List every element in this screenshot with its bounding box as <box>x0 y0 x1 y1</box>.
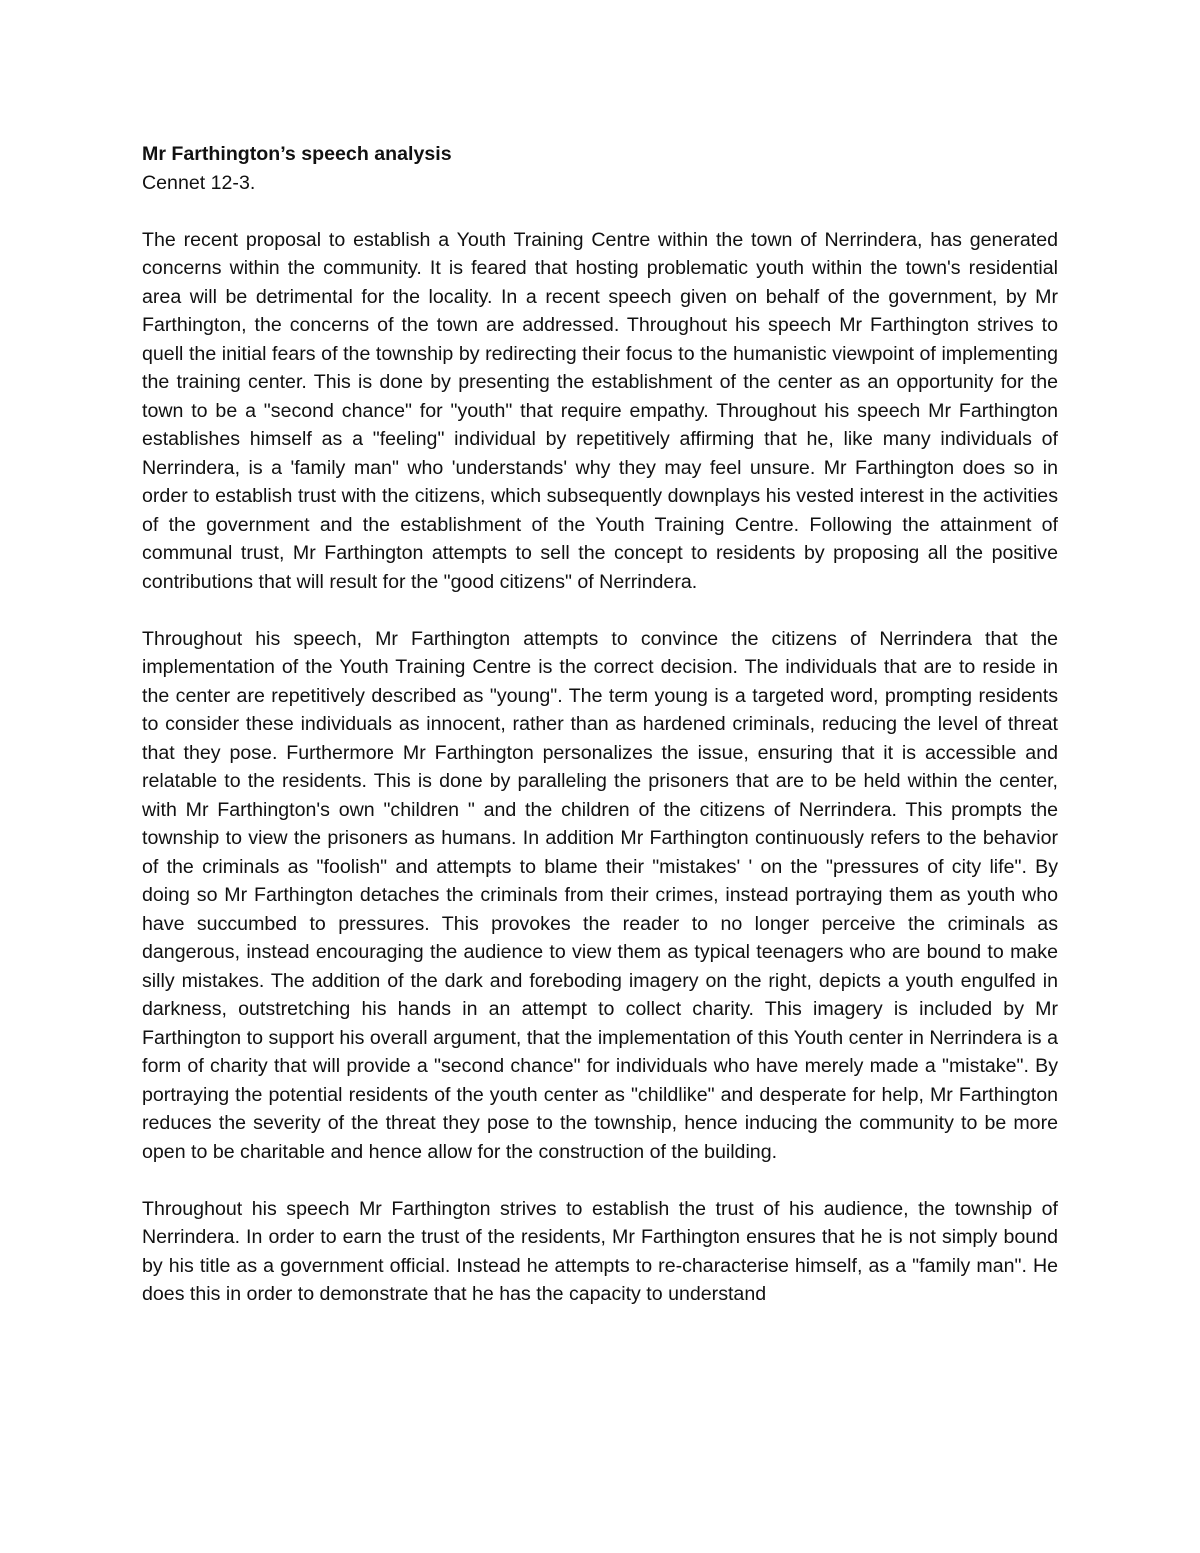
paragraph-1: The recent proposal to establish a Youth Training Centre within the town of Nerrindera, has generated concerns within the community. It is feared that hosting problematic youth within the town's residential area will be detrimental for the locality. In a recent speech given on behalf of the government, by Mr Farthington, the concerns of the town are addressed. Throughout his speech Mr Farthington strives to quell the initial fears of the township by redirecting their focus to the humanistic viewpoint of implementing the training center. This is done by presenting the establishment of the center as an opportunity for the town to be a "second chance" for "youth" that require empathy. Throughout his speech Mr Farthington establishes himself as a "feeling" individual by repetitively affirming that he, like many individuals of Nerrindera, is a 'family man" who 'understands' why they may feel unsure. Mr Farthington does so in order to establish trust with the citizens, which subsequently downplays his vested interest in the activities of the government and the establishment of the Youth Training Centre. Following the attainment of communal trust, Mr Farthington attempts to sell the concept to residents by proposing all the positive contributions that will result for the "good citizens" of Nerrindera. <box>142 228 1058 593</box>
document-title: Mr Farthington’s speech analysis <box>142 143 452 165</box>
paragraph-2: Throughout his speech, Mr Farthington attempts to convince the citizens of Nerrindera that the implementation of the Youth Training Centre is the correct decision. The individuals that are to reside in the center are repetitively described as "young". The term young is a targeted word, prompting residents to consider these individuals as innocent, rather than as hardened criminals, reducing the level of threat that they pose. Furthermore Mr Farthington personalizes the issue, ensuring that it is accessible and relatable to the residents. This is done by paralleling the prisoners that are to be held within the center, with Mr Farthington's own "children " and the children of the citizens of Nerrindera. This prompts the township to view the prisoners as humans. In addition Mr Farthington continuously refers to the behavior of the criminals as "foolish" and attempts to blame their "mistakes' ' on the "pressures of city life". By doing so Mr Farthington detaches the criminals from their crimes, instead portraying them as youth who have succumbed to pressures. This provokes the reader to no longer perceive the criminals as dangerous, instead encouraging the audience to view them as typical teenagers who are bound to make silly mistakes. The addition of the dark and foreboding imagery on the right, depicts a youth engulfed in darkness, outstretching his hands in an attempt to collect charity. This imagery is included by Mr Farthington to support his overall argument, that the implementation of this Youth center in Nerrindera is a form of charity that will provide a "second chance" for individuals who have merely made a "mistake". By portraying the potential residents of the youth center as "childlike" and desperate for help, Mr Farthington reduces the severity of the threat they pose to the township, hence inducing the community to be more open to be charitable and hence allow for the construction of the building. <box>142 627 1058 1163</box>
paragraph-3: Throughout his speech Mr Farthington strives to establish the trust of his audience, the township of Nerrindera. In order to earn the trust of the residents, Mr Farthington ensures that he is not simply bound by his title as a government official. Instead he attempts to re-characterise himself, as a "family man". He does this in order to demonstrate that he has the capacity to understand <box>142 1197 1058 1305</box>
document-subtitle: Cennet 12-3. <box>142 171 256 194</box>
document-body <box>142 140 1058 1309</box>
